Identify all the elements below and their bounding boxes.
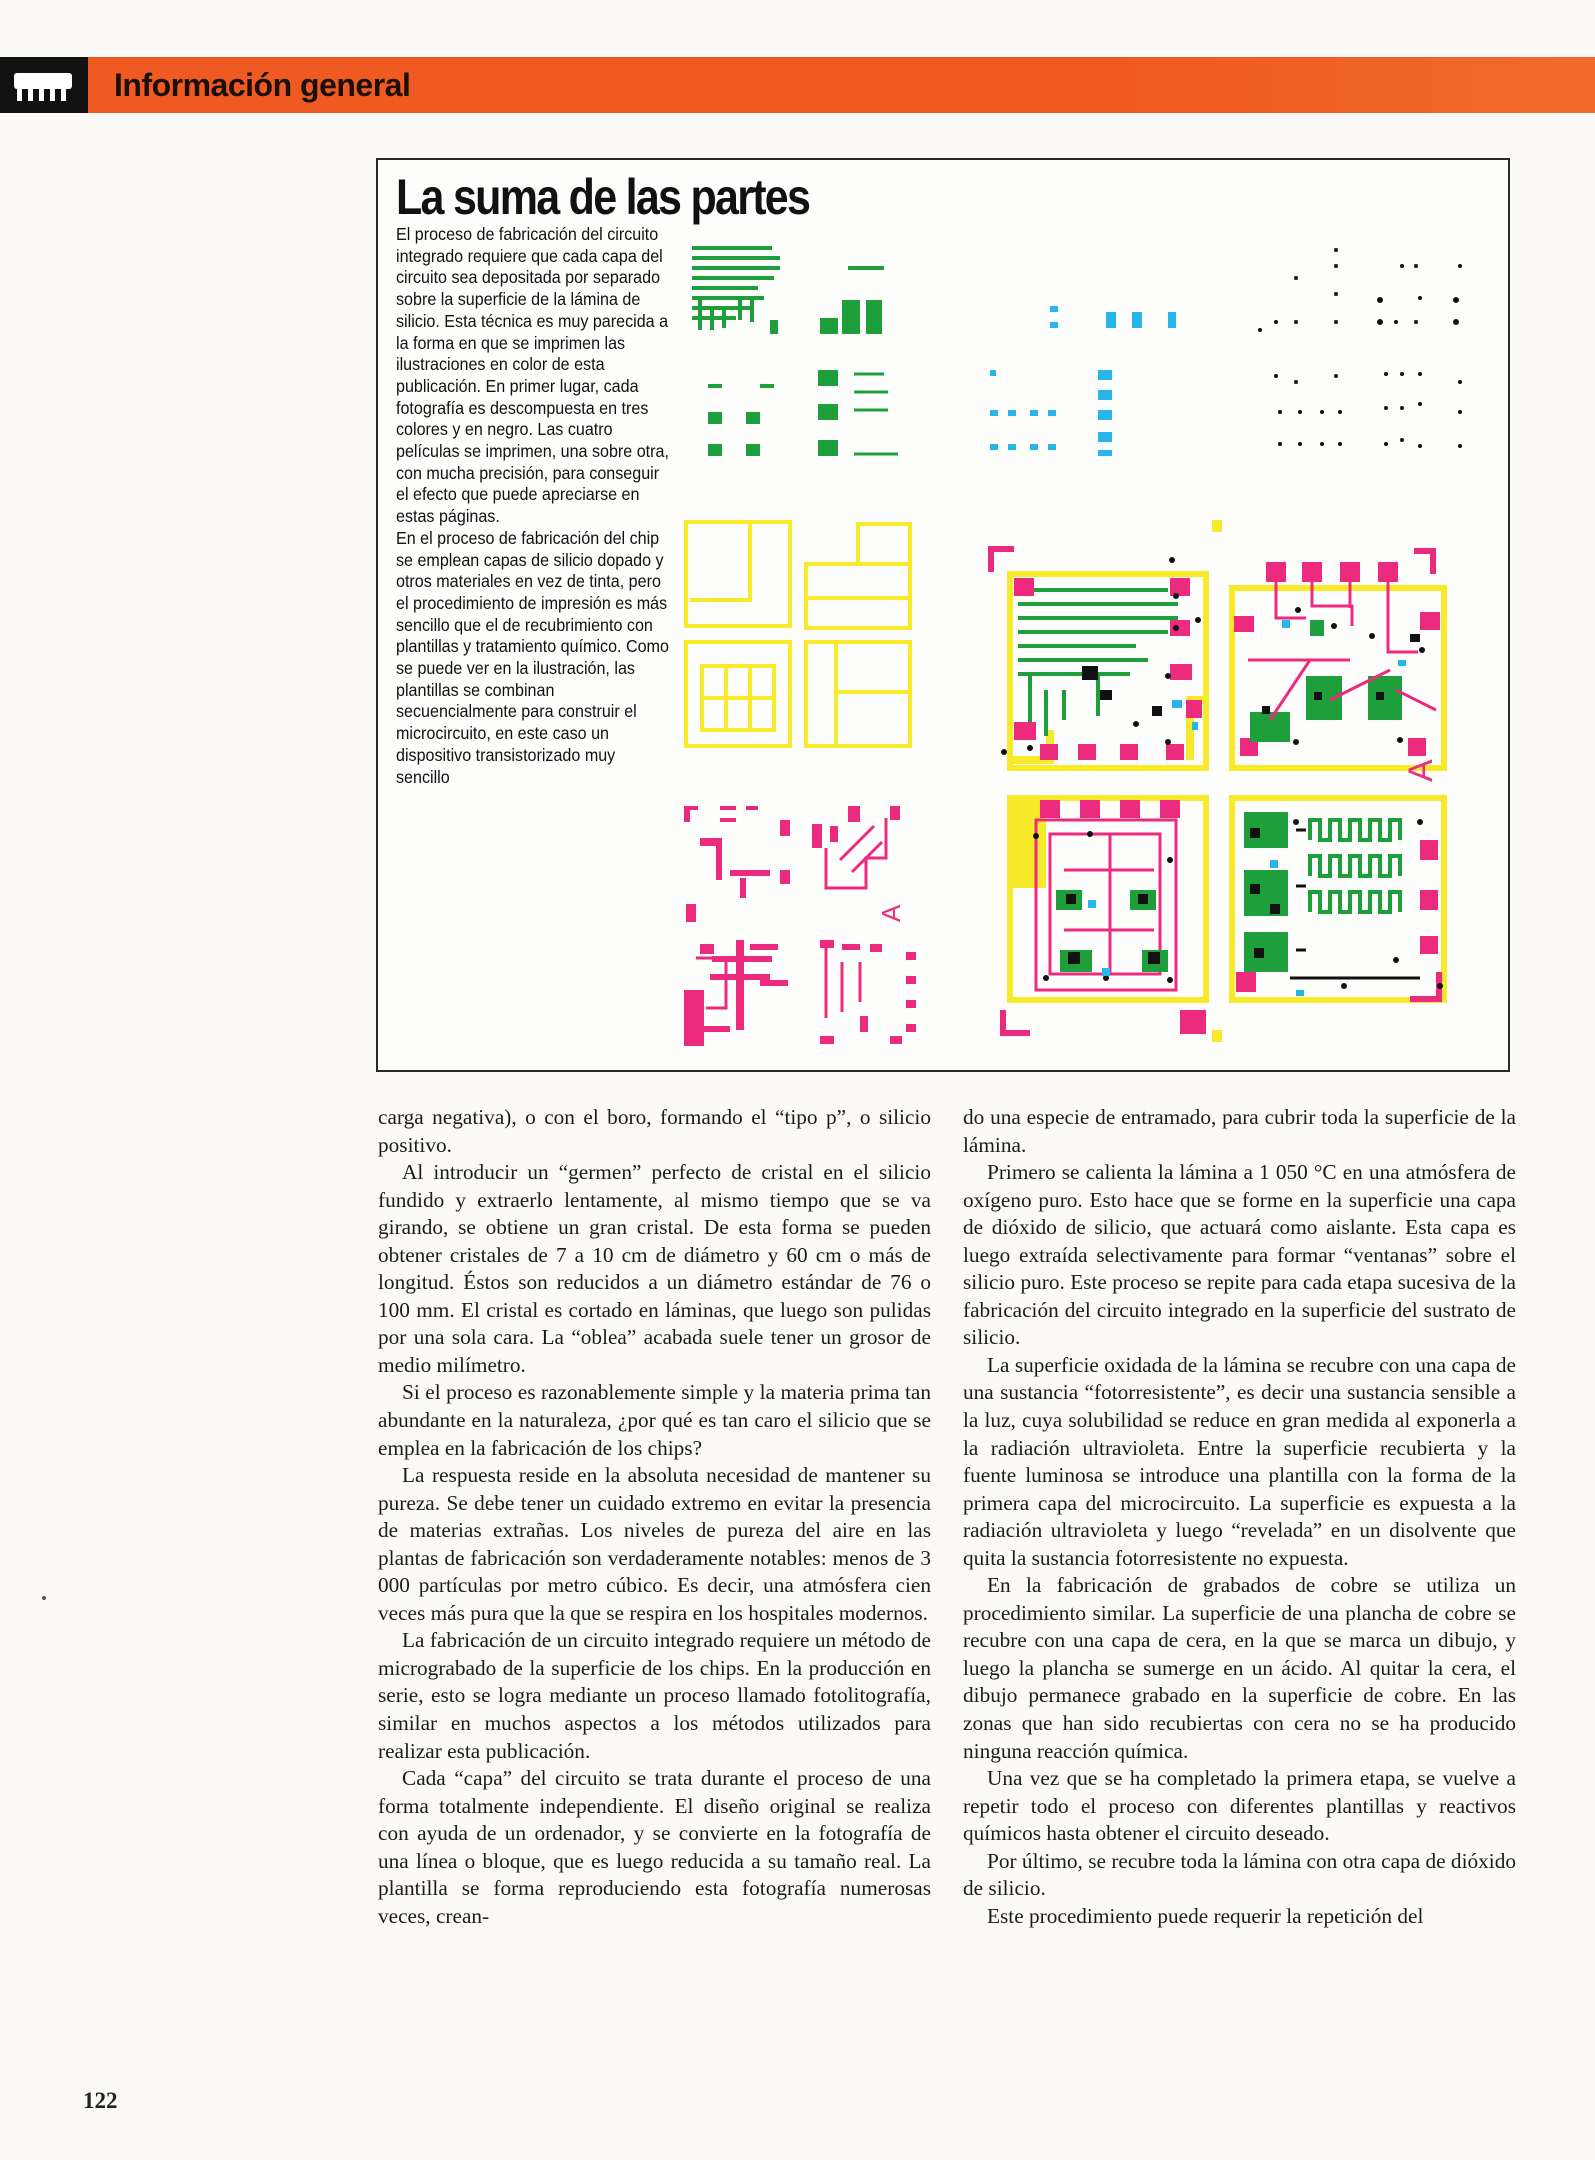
composite-chip-1 <box>988 546 1206 768</box>
green-layer-3 <box>708 370 898 456</box>
body-paragraph: Una vez que se ha completado la primera etapa, se vuelve a repetir todo el proceso con diferentes plantillas y reactivos químicos hasta obtener el circuito deseado. <box>963 1766 1516 1846</box>
cyan-layer <box>990 306 1176 456</box>
magenta-layer-lines <box>696 818 886 1018</box>
section-title: Información general <box>114 67 411 103</box>
chip-letter-mark: A <box>1402 759 1440 782</box>
sidebar-text <box>396 224 670 788</box>
composite-chip-4 <box>1232 798 1444 1002</box>
layer-letter-mark: A <box>876 904 906 922</box>
body-paragraph: Por último, se recubre toda la lámina con otra capa de dióxido de silicio. <box>963 1848 1516 1901</box>
body-paragraph: La respuesta reside en la absoluta necesidad de mantener su pureza. Se debe tener un cuidado extremo en evitar la presencia de materias extrañas. Los niveles de pureza del aire en las plantas de fabricación son verdaderamente notables: menos de 3 000 partículas por metro cúbico. Es decir, una atmósfera cien veces más pura que la que se respira en los hospitales modernos. <box>378 1463 931 1625</box>
body-column-left <box>378 1104 931 1930</box>
registration-mark-bottom <box>1212 1030 1222 1042</box>
body-paragraph: carga negativa), o con el boro, formando el “tipo p”, o silicio positivo. <box>378 1105 931 1157</box>
body-paragraph: La superficie oxidada de la lámina se recubre con una capa de una sustancia “fotorresistente”, es decir una sustancia sensible a la luz, cuya solubilidad se reduce en gran medida al exponerla a la radiación ultravioleta. Entre la superficie recubierta y la fuente luminosa se introduce una plantilla con la forma de la primera capa del microcircuito. La superficie es expuesta a la radiación ultravioleta y luego “revelada” en un disolvente que quita la sustancia fotorresistente no expuesta. <box>963 1352 1516 1570</box>
composite-chip-2 <box>1232 548 1444 782</box>
chip-layers-diagram <box>672 232 1492 1056</box>
black-contact-layer <box>1258 248 1462 448</box>
chip-logo <box>0 57 88 113</box>
margin-dot <box>42 1596 46 1600</box>
body-paragraph: do una especie de entramado, para cubrir toda la superficie de la lámina. <box>963 1105 1516 1157</box>
body-paragraph: En la fabricación de grabados de cobre se utiliza un procedimiento similar. La superficie de una plancha de cobre se recubre con una capa de cera, en la que se marca un dibujo, y luego la plancha se sumerge en un ácido. Al quitar la cera, el dibujo permanece grabado en la superficie de cobre. En las zonas que han sido recubiertas con cera no se ha producido ninguna reacción química. <box>963 1573 1516 1763</box>
green-layer-2 <box>770 266 884 334</box>
registration-mark-top <box>1212 520 1222 532</box>
body-paragraph: La fabricación de un circuito integrado requiere un método de micrograbado de la superficie de los chips. En la producción en serie, esto se logra mediante un proceso llamado fotolitografía, similar en muchos aspectos a los métodos utilizados para realizar esta publicación. <box>378 1628 931 1763</box>
sidebar-title: La suma de las partes <box>396 169 810 225</box>
body-paragraph: Este procedimiento puede requerir la repetición del <box>987 1903 1424 1928</box>
body-paragraph: Cada “capa” del circuito se trata durante el proceso de una forma totalmente independiente. El diseño original se realiza con ayuda de un ordenador, y se convierte en la fotografía de una línea o bloque, que es luego reducida a su tamaño real. La plantilla se forma reproduciendo esta fotografía numerosas veces, crean- <box>378 1766 931 1928</box>
sidebar-paragraph: El proceso de fabricación del circuito integrado requiere que cada capa del circuito sea depositada por separado sobre la superficie de la lámina de silicio. Esta técnica es muy parecida a la forma en que se imprimen las ilustraciones en color de esta publicación. En primer lugar, cada fotografía es descompuesta en tres colores y en negro. Las cuatro películas se imprimen, una sobre otra, con mucha precisión, para conseguir el efecto que puede apreciarse en estas páginas. <box>396 224 669 527</box>
chip-icon <box>0 57 88 113</box>
yellow-layer <box>686 522 910 746</box>
sidebar-paragraph: En el proceso de fabricación del chip se emplean capas de silicio dopado y otros materiales en vez de tinta, pero el procedimiento de impresión es más sencillo que el de recubrimiento con plantillas y tratamiento químico. Como se puede ver en la ilustración, las plantillas se combinan secuencialmente para construir el microcircuito, en este caso un dispositivo transistorizado muy sencillo <box>396 527 669 787</box>
green-layer-1 <box>692 248 780 330</box>
body-column-right <box>963 1104 1516 1930</box>
page-number: 122 <box>83 2088 118 2113</box>
body-paragraph: Si el proceso es razonablemente simple y la materia prima tan abundante en la naturaleza, ¿por qué es tan caro el silicio que se emplea en la fabricación de los chips? <box>378 1380 931 1460</box>
composite-chip-3 <box>1000 798 1206 1036</box>
body-paragraph: Al introducir un “germen” perfecto de cristal en el silicio fundido y extraerlo lentamente, al mismo tiempo que se va girando, se obtiene un gran cristal. De esta forma se pueden obtener cristales de 7 a 10 cm de diámetro y 60 cm o más de longitud. Éstos son reducidos a un diámetro estándar de 76 o 100 mm. El cristal es cortado en láminas, que luego son pulidas por una sola cara. La “oblea” acabada suele tener un grosor de medio milímetro. <box>378 1160 931 1377</box>
body-paragraph: Primero se calienta la lámina a 1 050 °C en una atmósfera de oxígeno puro. Esto hace que se forme en la superficie una capa de dióxido de silicio, que actuará como aislante. Esta capa es luego extraída selectivamente para formar “ventanas” sobre el silicio puro. Este proceso se repite para cada etapa sucesiva de la fabricación del circuito integrado en la superficie del sustrato de silicio. <box>963 1160 1516 1350</box>
